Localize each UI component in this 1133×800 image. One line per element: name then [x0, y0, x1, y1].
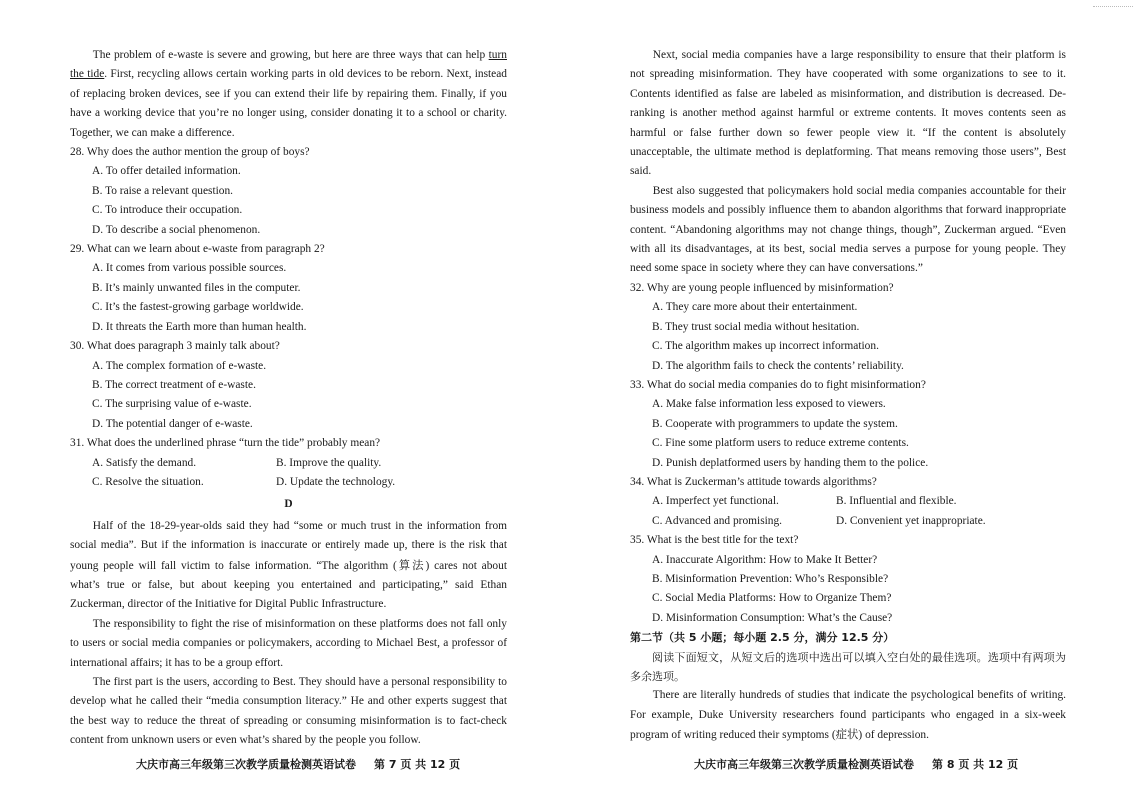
option-a: A. Make false information less exposed to viewers.: [652, 398, 886, 411]
option-d: D. To describe a social phenomenon.: [92, 223, 261, 236]
page-number: 第 8 页 共 12 页: [932, 758, 1019, 771]
section-2-instructions: 阅读下面短文，从短文后的选项中选出可以填入空白处的最佳选项。选项中有两项为多余选项。: [630, 650, 1066, 683]
passage-d-paragraph-5: Best also suggested that policymakers hold social media companies accountable for their business models and possibly influence them to abandon algorithms that forward inappropriate content. “Abandoning algorithms may not change things, though”, Zuckerman argued. “Even with all its disadvantages, at its best, social media serves a purpose for young people. They need some space in society where they can have conversations.”: [630, 184, 1066, 275]
option-c: C. The surprising value of e-waste.: [92, 398, 252, 411]
question-stem: 35. What is the best title for the text?: [630, 534, 799, 547]
option-a: A. Imperfect yet functional.: [652, 495, 779, 508]
left-page: [0, 0, 566, 800]
option-a: A. Satisfy the demand.: [92, 456, 197, 469]
page-footer: [694, 756, 1018, 772]
section-2-heading: 第二节（共 5 小题；每小题 2.5 分，满分 12.5 分）: [630, 631, 895, 645]
question-stem: 34. What is Zuckerman’s attitude towards algorithms?: [630, 475, 877, 488]
option-c: C. To introduce their occupation.: [92, 204, 243, 217]
option-c: C. The algorithm makes up incorrect information.: [652, 340, 879, 353]
underlined-phrase: turn the tide: [70, 49, 507, 81]
question-31: [70, 434, 507, 492]
question-stem: 31. What does the underlined phrase “turn the tide” probably mean?: [70, 437, 381, 450]
option-b: B. Improve the quality.: [276, 456, 382, 469]
option-a: A. Inaccurate Algorithm: How to Make It Better?: [652, 553, 878, 566]
option-d: D. Misinformation Consumption: What’s the Cause?: [652, 611, 893, 624]
passage-d-paragraph-3: The first part is the users, according to Best. They should have a personal responsibility to develop what he called their “media consumption literacy.” He and other experts suggest that the best way to reduce the threat of spreading or consuming misinformation is to fact-check content from unknown users or even what’s shared by the people you follow.: [70, 676, 507, 747]
option-c: C. Fine some platform users to reduce extreme contents.: [652, 437, 909, 450]
option-a: A. It comes from various possible sources.: [92, 262, 287, 275]
question-32: [630, 279, 1066, 376]
option-row: [70, 473, 507, 492]
question-stem: 28. Why does the author mention the group of boys?: [70, 146, 310, 159]
option-c: C. Social Media Platforms: How to Organize Them?: [652, 592, 892, 605]
option-c: C. Advanced and promising.: [652, 514, 783, 527]
passage-d-paragraph-4: Next, social media companies have a large responsibility to ensure that their platform is not spreading misinformation. They have cooperated with some organizations to see to it. Contents identified as false are labeled as misinformation, and distribution is decreased. De-ranking is another method against harmful or extreme contents. It moves contents seen as harmful or false further down so fewer people view it. “If the content is absolutely unacceptable, the ultimate method is deplatforming. That means removing those users”, Best said.: [630, 49, 1066, 178]
option-b: B. The correct treatment of e-waste.: [92, 378, 256, 391]
option-d: D. Update the technology.: [276, 475, 396, 488]
option-row: [70, 454, 507, 473]
question-stem: 30. What does paragraph 3 mainly talk about?: [70, 340, 280, 353]
question-35: [630, 531, 1066, 628]
right-page: [566, 0, 1133, 800]
passage-c-last-paragraph: The problem of e-waste is severe and growing, but here are three ways that can help turn the tide. First, recycling allows certain working parts in old devices to be reborn. Next, instead of replacing broken devices, see if you can extend their life by repairing them. Finally, if you have a working device that you’re no longer using, consider donating it to a school or charity. Together, we can make a difference.: [70, 49, 507, 139]
option-d: D. Punish deplatformed users by handing them to the police.: [652, 456, 929, 469]
question-34: [630, 473, 1066, 531]
option-b: B. Influential and flexible.: [836, 495, 957, 508]
option-row: [630, 512, 1066, 531]
question-33: [630, 376, 1066, 473]
option-c: C. It’s the fastest-growing garbage worldwide.: [92, 301, 304, 314]
passage-d-paragraph-1: Half of the 18-29-year-olds said they had “some or much trust in the information from social media”. But if the information is inaccurate or entirely made up, there is the risk that young people will fall victim to false information. “The algorithm (算法) cares not about what’s true or false, but about keeping you entertained and participating,” said Ethan Zuckerman, director of the Initiative for Digital Public Infrastructure.: [70, 519, 507, 611]
option-d: D. It threats the Earth more than human health.: [92, 320, 307, 333]
question-stem: 32. Why are young people influenced by misinformation?: [630, 281, 894, 294]
option-d: D. The algorithm fails to check the contents’ reliability.: [652, 359, 904, 372]
option-a: A. They care more about their entertainment.: [652, 301, 858, 314]
passage-d-paragraph-2: The responsibility to fight the rise of misinformation on these platforms does not fall only to users or social media companies or policymakers, according to Michael Best, a professor of international affairs; it has to be a group effort.: [70, 617, 507, 669]
option-d: D. Convenient yet inappropriate.: [836, 514, 986, 527]
exam-title: 大庆市高三年级第三次教学质量检测英语试卷: [136, 758, 356, 771]
exam-title: 大庆市高三年级第三次教学质量检测英语试卷: [694, 758, 914, 771]
option-b: B. Misinformation Prevention: Who’s Responsible?: [652, 572, 889, 585]
question-28: [70, 143, 507, 240]
option-a: A. The complex formation of e-waste.: [92, 359, 267, 372]
option-b: B. It’s mainly unwanted files in the computer.: [92, 281, 301, 294]
question-stem: 29. What can we learn about e-waste from paragraph 2?: [70, 243, 325, 256]
option-c: C. Resolve the situation.: [92, 475, 204, 488]
question-30: [70, 337, 507, 434]
option-b: B. To raise a relevant question.: [92, 184, 234, 197]
page-number: 第 7 页 共 12 页: [374, 758, 461, 771]
section-heading-d: D: [284, 498, 293, 511]
section-2-passage-paragraph-1: There are literally hundreds of studies that indicate the psychological benefits of writing. For example, Duke University researchers found participants who engaged in a six-week program of writing reduced their symptoms (症状) of depression.: [630, 689, 1066, 742]
left-column: [70, 46, 507, 751]
question-stem: 33. What do social media companies do to fight misinformation?: [630, 378, 926, 391]
option-b: B. Cooperate with programmers to update the system.: [652, 417, 898, 430]
question-29: [70, 240, 507, 337]
option-a: A. To offer detailed information.: [92, 165, 241, 178]
option-b: B. They trust social media without hesitation.: [652, 320, 860, 333]
right-column: [630, 46, 1066, 746]
page-footer: [136, 756, 460, 772]
option-d: D. The potential danger of e-waste.: [92, 417, 253, 430]
option-row: [630, 492, 1066, 511]
